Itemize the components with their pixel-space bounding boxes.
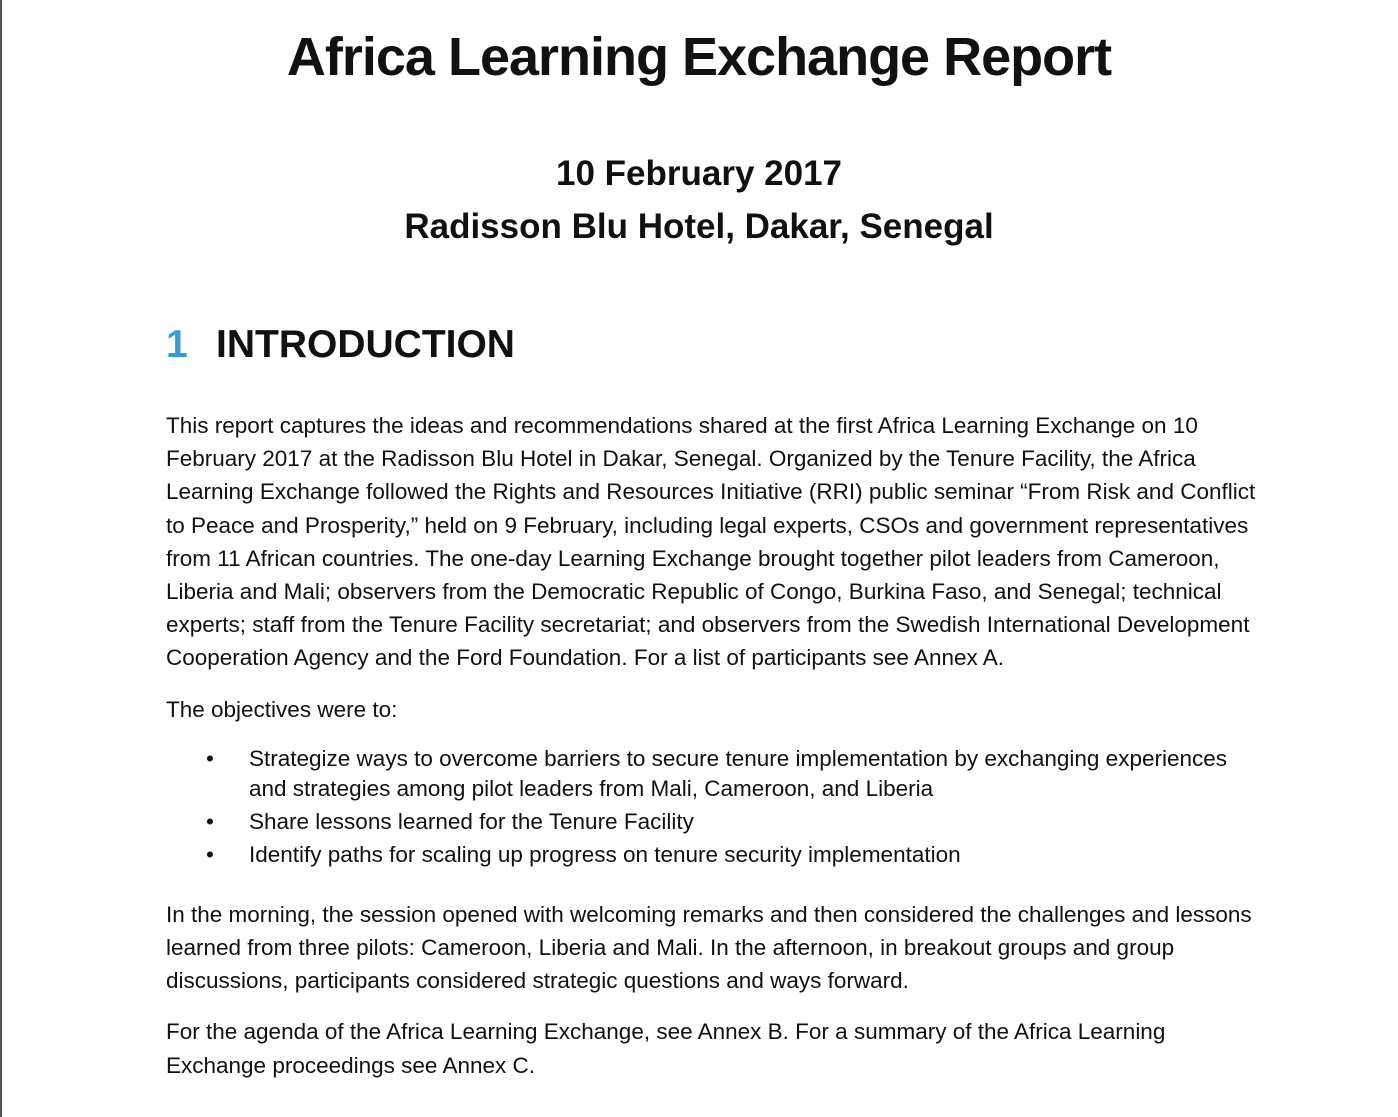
bullet-icon: • xyxy=(206,745,214,771)
report-date: 10 February 2017 xyxy=(555,154,842,193)
list-item xyxy=(166,840,1256,870)
objectives-list xyxy=(166,744,1256,870)
list-item-text: Share lessons learned for the Tenure Facility xyxy=(249,808,694,834)
list-item xyxy=(166,807,1256,837)
section-title: INTRODUCTION xyxy=(216,323,515,366)
list-item-text: Strategize ways to overcome barriers to secure tenure implementation by exchanging experiences and strategies among pilot leaders from Mali, Cameroon, and Liberia xyxy=(249,745,1228,801)
section-number: 1 xyxy=(166,323,188,366)
list-item-text: Identify paths for scaling up progress on tenure security implementation xyxy=(249,841,961,867)
body-content xyxy=(166,409,1256,1082)
list-item xyxy=(166,744,1256,804)
report-title: Africa Learning Exchange Report xyxy=(286,27,1112,87)
agenda-paragraph: For the agenda of the Africa Learning Exchange, see Annex B. For a summary of the Africa Learning Exchange proceedings see Annex C. xyxy=(166,1019,1166,1078)
bullet-icon: • xyxy=(206,808,214,834)
report-venue: Radisson Blu Hotel, Dakar, Senegal xyxy=(404,207,994,246)
morning-paragraph: In the morning, the session opened with welcoming remarks and then considered the challenges and lessons learned from three pilots: Cameroon, Liberia and Mali. In the afternoon, in breakout groups and group discussions, participants considered strategic questions and ways forward. xyxy=(166,901,1252,994)
bullet-icon: • xyxy=(206,841,214,867)
objectives-lead: The objectives were to: xyxy=(166,696,398,722)
section-heading xyxy=(166,320,515,370)
intro-paragraph: This report captures the ideas and recommendations shared at the first Africa Learning Exchange on 10 February 2017 at the Radisson Blu Hotel in Dakar, Senegal. Organized by the Tenure Facility, the Africa Learning Exchange followed the Rights and Resources Initiative (RRI) public seminar “From Risk and Conflict to Peace and Prosperity,” held on 9 February, including legal experts, CSOs and government representatives from 11 African countries. The one-day Learning Exchange brought together pilot leaders from Cameroon, Liberia and Mali; observers from the Democratic Republic of Congo, Burkina Faso, and Senegal; technical experts; staff from the Tenure Facility secretariat; and observers from the Swedish International Development Cooperation Agency and the Ford Foundation. For a list of participants see Annex A. xyxy=(166,413,1256,671)
